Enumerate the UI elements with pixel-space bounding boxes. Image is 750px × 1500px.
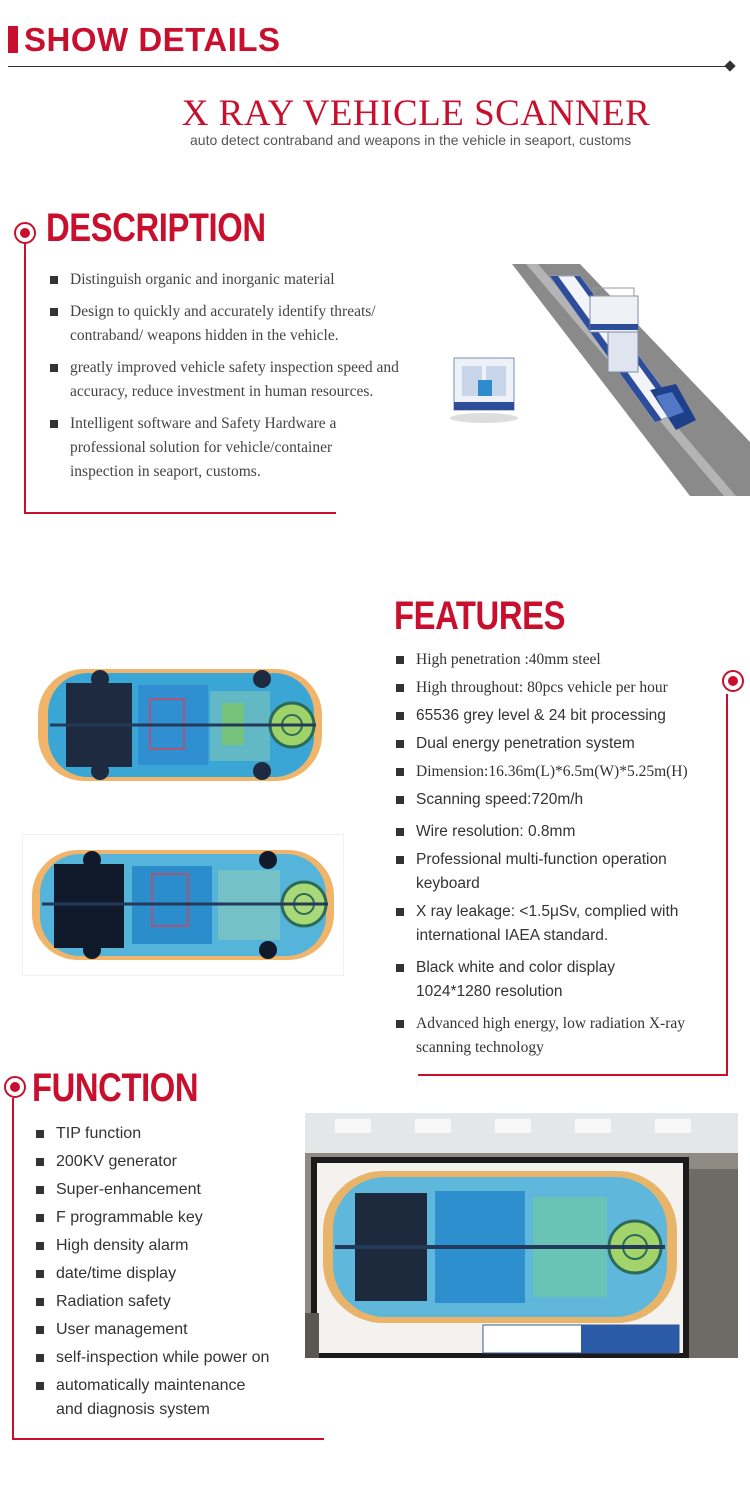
list-item: Dimension:16.36m(L)*6.5m(W)*5.25m(H) — [394, 760, 734, 784]
list-item: Design to quickly and accurately identify threats/ contraband/ weapons hidden in the vehicle. — [48, 300, 393, 348]
function-list — [34, 1122, 304, 1426]
list-item: Black white and color display 1024*1280 resolution — [394, 956, 654, 1004]
xray-scan-image-bottom — [22, 834, 344, 976]
xray-scan-image-top — [30, 655, 330, 795]
list-item: Wire resolution: 0.8mm — [394, 820, 734, 844]
description-dot-icon — [14, 222, 36, 244]
product-subtitle: auto detect contraband and weapons in the vehicle in seaport, customs — [190, 132, 632, 148]
list-item: User management — [34, 1318, 304, 1342]
list-item: automatically maintenance and diagnosis system — [34, 1374, 254, 1422]
description-heading: DESCRIPTION — [46, 206, 266, 250]
scanner-illustration — [440, 262, 750, 498]
header-divider-diamond — [724, 60, 735, 71]
list-item: High penetration :40mm steel — [394, 648, 734, 672]
function-heading: FUNCTION — [32, 1066, 199, 1110]
list-item: X ray leakage: <1.5μSv, complied with international IAEA standard. — [394, 900, 714, 948]
header-accent-bar — [8, 26, 18, 53]
function-frame-left — [12, 1098, 14, 1440]
header-title: SHOW DETAILS — [24, 21, 281, 58]
monitor-scan-photo — [305, 1113, 738, 1358]
list-item: Distinguish organic and inorganic material — [48, 268, 448, 292]
list-item: Intelligent software and Safety Hardware a professional solution for vehicle/container inspection in seaport, customs. — [48, 412, 368, 484]
list-item: Super-enhancement — [34, 1178, 304, 1202]
list-item: TIP function — [34, 1122, 304, 1146]
function-dot-icon — [4, 1076, 26, 1098]
list-item: 65536 grey level & 24 bit processing — [394, 704, 734, 728]
list-item: High throughout: 80pcs vehicle per hour — [394, 676, 734, 700]
function-frame-bottom — [12, 1438, 324, 1440]
list-item: Radiation safety — [34, 1290, 304, 1314]
features-frame-bottom — [418, 1074, 728, 1076]
product-title: X RAY VEHICLE SCANNER — [181, 93, 651, 134]
list-item: High density alarm — [34, 1234, 304, 1258]
list-item: 200KV generator — [34, 1150, 304, 1174]
features-heading: FEATURES — [394, 594, 566, 638]
list-item: Scanning speed:720m/h — [394, 788, 734, 812]
list-item: Dual energy penetration system — [394, 732, 734, 756]
features-list — [394, 648, 734, 1064]
description-frame-left — [24, 244, 26, 514]
description-list — [48, 268, 448, 492]
list-item: Professional multi-function operation keyboard — [394, 848, 694, 896]
list-item: F programmable key — [34, 1206, 304, 1230]
list-item: greatly improved vehicle safety inspection speed and accuracy, reduce investment in human resources. — [48, 356, 438, 404]
list-item: date/time display — [34, 1262, 304, 1286]
header-divider — [8, 66, 730, 67]
description-frame-bottom — [24, 512, 336, 514]
list-item: Advanced high energy, low radiation X-ray scanning technology — [394, 1012, 714, 1060]
list-item: self-inspection while power on — [34, 1346, 304, 1370]
